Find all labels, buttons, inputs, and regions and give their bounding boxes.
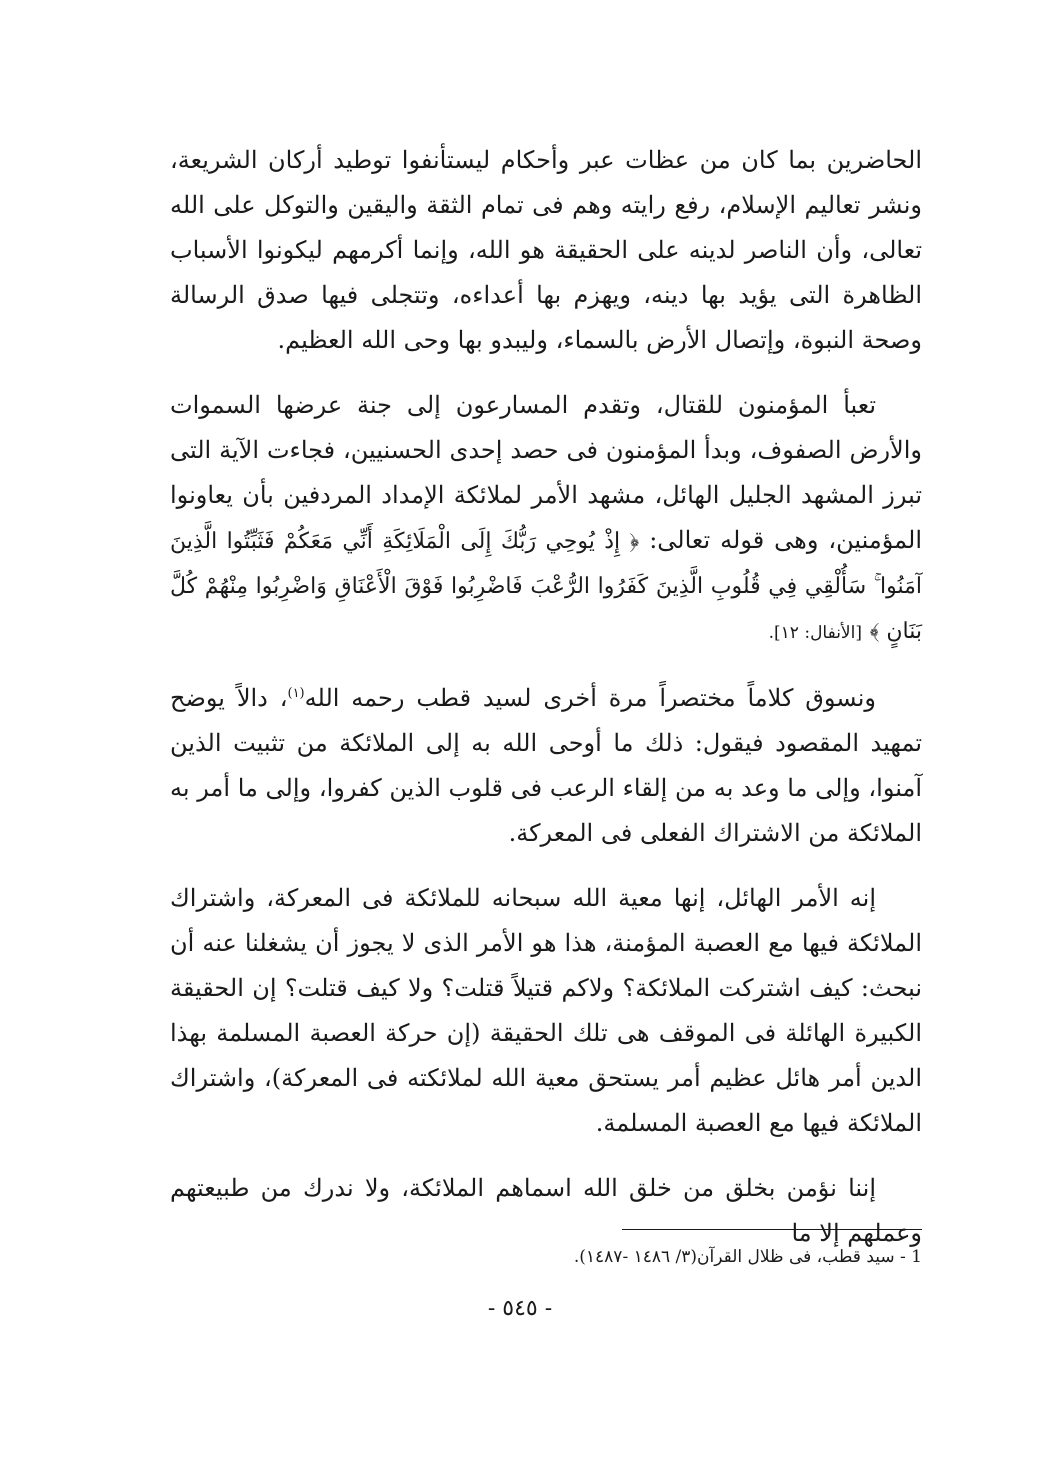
paragraph-5: إننا نؤمن بخلق من خلق الله اسماهم الملائكة، ولا ندرك من طبيعتهم وعملهم إلا ما [170,1174,922,1247]
paragraph-2 [170,383,922,656]
paragraph-2-text: تعبأ المؤمنون للقتال، وتقدم المسارعون إلى جنة عرضها السموات والأرض الصفوف، وبدأ المؤمنون فى حصد إحدى الحسنيين، فجاءت الآية التى تبرز المشهد الجليل الهائل، مشهد الأمر لملائكة الإمداد المردفين بأن يعاونوا المؤمنين، وهى قوله تعالى: [170,391,922,554]
verse-reference: [الأنفال: ١٢]. [768,623,862,643]
paragraph-3-text-before: ونسوق كلاماً مختصراً مرة أخرى لسيد قطب رحمه الله [304,684,876,712]
paragraph-3-text-after: ، دالاً يوضح تمهيد المقصود فيقول: ذلك ما أوحى الله به إلى الملائكة من تثبيت الذين آمنوا، وإلى ما وعد به من إلقاء الرعب فى قلوب الذين كفروا، وإلى ما أمر به الملائكة من الاشتراك الفعلى فى المعركة. [170,684,922,847]
page-number: - ٥٤٥ - [487,1296,553,1321]
page-body [170,138,922,1276]
footnote-marker[interactable]: (١) [287,686,305,701]
paragraph-1: الحاضرين بما كان من عظات عبر وأحكام ليستأنفوا توطيد أركان الشريعة، ونشر تعاليم الإسلام، رفع رايته وهم فى تمام الثقة واليقين والتوكل على الله تعالى، وأن الناصر لدينه على الحقيقة هو الله، وإنما أكرمهم ليكونوا الأسباب الظاهرة التى يؤيد بها دينه، ويهزم بها أعداءه، وتتجلى فيها صدق الرسالة وصحة النبوة، وإتصال الأرض بالسماء، وليبدو بها وحى الله العظيم. [170,146,922,354]
paragraph-3 [170,676,922,856]
quran-verse: ﴿ إِذْ يُوحِي رَبُّكَ إِلَى الْمَلَائِكَةِ أَنِّي مَعَكُمْ فَثَبِّتُوا الَّذِينَ آمَنُوا ۚ سَأُلْقِي فِي قُلُوبِ الَّذِينَ كَفَرُوا الرُّعْبَ فَاضْرِبُوا فَوْقَ الْأَعْنَاقِ وَاضْرِبُوا مِنْهُمْ كُلَّ بَنَانٍ ﴾ [170,529,922,644]
paragraph-4: إنه الأمر الهائل، إنها معية الله سبحانه للملائكة فى المعركة، واشتراك الملائكة فيها مع العصبة المؤمنة، هذا هو الأمر الذى لا يجوز أن يشغلنا عنه أن نبحث: كيف اشتركت الملائكة؟ ولاكم قتيلاً قتلت؟ ولا كيف قتلت؟ إن الحقيقة الكبيرة الهائلة فى الموقف هى تلك الحقيقة (إن حركة العصبة المسلمة بهذا الدين أمر هائل عظيم أمر يستحق معية الله لملائكته فى المعركة)، واشتراك الملائكة فيها مع العصبة المسلمة. [170,884,922,1137]
footnote: 1 - سيد قطب، فى ظلال القرآن(٣/ ١٤٨٦ -١٤٨٧). [573,1247,922,1267]
footnote-separator [622,1229,922,1230]
